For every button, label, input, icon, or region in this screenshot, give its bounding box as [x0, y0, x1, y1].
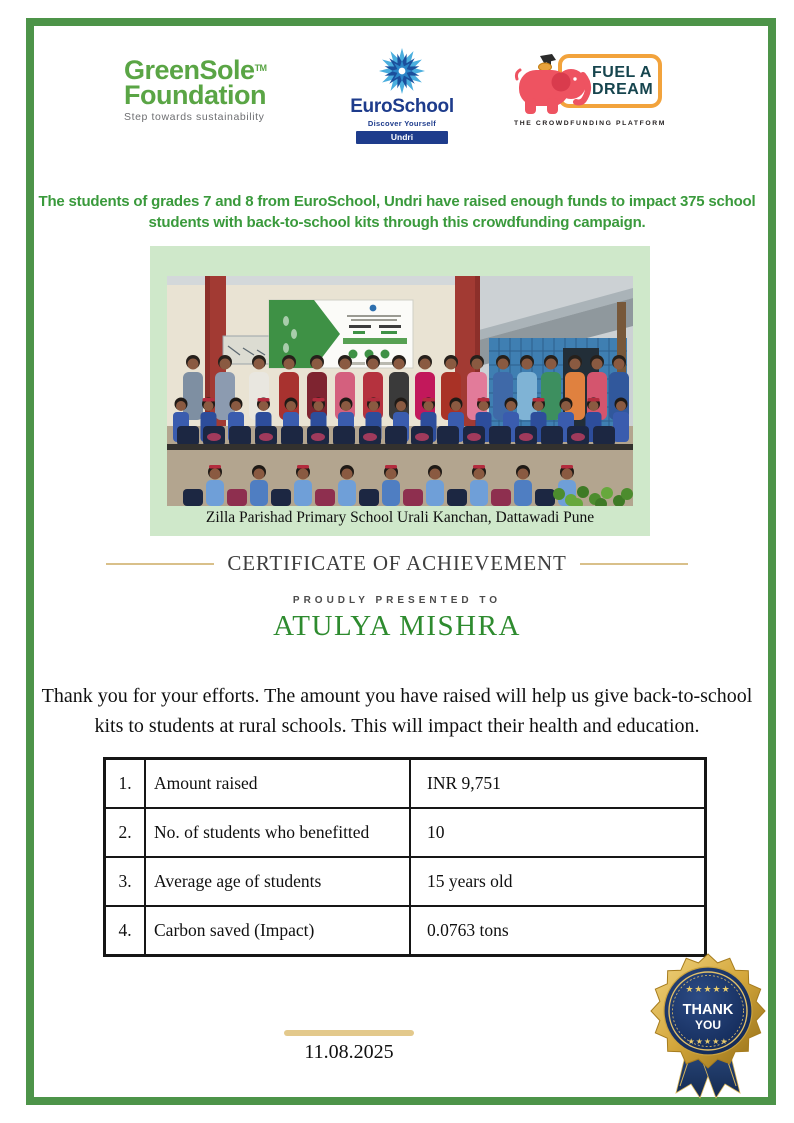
certificate-title: CERTIFICATE OF ACHIEVEMENT [227, 551, 567, 575]
greensole-wordmark-line2: Foundation [124, 80, 266, 110]
row-label: Amount raised [145, 759, 410, 809]
row-label: Carbon saved (Impact) [145, 906, 410, 956]
title-rule-left [106, 563, 214, 565]
certificate-date: 11.08.2025 [304, 1041, 394, 1063]
row-number: 2. [105, 808, 146, 857]
row-value: 10 [410, 808, 706, 857]
title-rule-right [580, 563, 688, 565]
photo-caption: Zilla Parishad Primary School Urali Kanchan, Dattawadi Pune [205, 509, 595, 526]
row-label: Average age of students [145, 857, 410, 906]
fuel-a-dream-tagline: THE CROWDFUNDING PLATFORM [514, 120, 667, 127]
impact-stats-table [103, 757, 707, 957]
greensole-foundation-logo [124, 56, 267, 123]
row-value: 15 years old [410, 857, 706, 906]
table-row [105, 808, 706, 857]
row-number: 1. [105, 759, 146, 809]
thank-you-message: Thank you for your efforts. The amount you have raised will help us give back-to-school kits to students at rural schools. This will impact their health and education. [41, 685, 753, 737]
date-block [279, 1030, 419, 1064]
elephant-piggybank-icon [514, 54, 592, 121]
school-group-photo [167, 276, 633, 506]
badge-stars-bottom: ★★★★★ [687, 1037, 729, 1046]
fuel-a-dream-wordmark-line1: FUEL A [592, 64, 652, 81]
greensole-wordmark-line1: GreenSole™ [124, 55, 267, 85]
certificate-title-row [0, 551, 794, 576]
fuel-a-dream-wordmark-line2: DREAM [592, 81, 654, 98]
row-value: INR 9,751 [410, 759, 706, 809]
photo-frame [150, 246, 650, 536]
table-row [105, 759, 706, 809]
table-row [105, 906, 706, 956]
row-number: 3. [105, 857, 146, 906]
fuel-a-dream-logo [514, 52, 666, 127]
euroschool-campus-bar: Undri [356, 131, 448, 144]
euroschool-wordmark: EuroSchool [350, 96, 454, 117]
date-rule [284, 1030, 414, 1036]
euroschool-starburst-icon [347, 47, 457, 95]
campaign-headline: The students of grades 7 and 8 from EuroSchool, Undri have raised enough funds to impact 375 school students with back-to-school kits through this crowdfunding campaign. [38, 193, 756, 231]
thank-you-ribbon-badge [636, 952, 780, 1100]
table-row [105, 857, 706, 906]
euroschool-tagline: Discover Yourself [367, 119, 437, 128]
badge-thank-text: THANK [682, 1002, 734, 1018]
trademark-symbol: TM [254, 63, 267, 73]
row-value: 0.0763 tons [410, 906, 706, 956]
badge-stars-top: ★★★★★ [685, 984, 731, 994]
euroschool-logo [347, 47, 457, 144]
row-label: No. of students who benefitted [145, 808, 410, 857]
badge-you-text: YOU [694, 1018, 722, 1032]
presented-to-label: PROUDLY PRESENTED TO [292, 595, 502, 606]
greensole-tagline: Step towards sustainability [124, 111, 265, 123]
recipient-name: ATULYA MISHRA [273, 610, 521, 642]
row-number: 4. [105, 906, 146, 956]
